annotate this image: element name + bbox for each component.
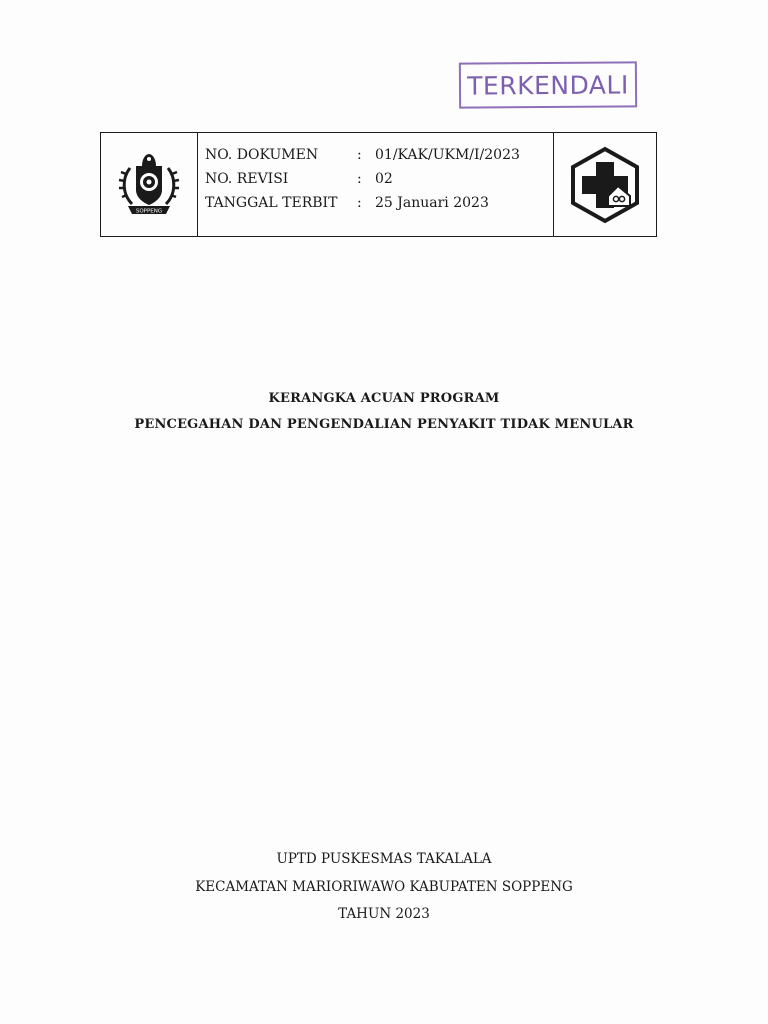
document-footer xyxy=(0,846,768,929)
issue-date-label: TANGGAL TERBIT xyxy=(205,195,338,211)
document-title xyxy=(0,386,768,438)
separator: : xyxy=(357,195,362,211)
document-number-label: NO. DOKUMEN xyxy=(205,147,319,163)
separator: : xyxy=(357,171,362,187)
footer-location: KECAMATAN MARIORIWAWO KABUPATEN SOPPENG xyxy=(195,878,573,895)
revision-number-row xyxy=(205,167,553,191)
document-number-row xyxy=(205,143,553,167)
title-line-1: KERANGKA ACUAN PROGRAM xyxy=(268,391,500,406)
stamp-text: TERKENDALI xyxy=(467,69,629,101)
header-left-logo-cell xyxy=(101,133,198,236)
document-header-table xyxy=(100,132,657,237)
issue-date-value: 25 Januari 2023 xyxy=(375,195,489,211)
puskesmas-logo-icon xyxy=(566,146,644,224)
revision-number-value: 02 xyxy=(375,171,393,187)
title-line-2: PENCEGAHAN DAN PENGENDALIAN PENYAKIT TIDAK MENULAR xyxy=(134,417,634,432)
soppeng-regency-emblem-icon xyxy=(116,150,182,220)
document-number-value: 01/KAK/UKM/I/2023 xyxy=(375,147,520,163)
separator: : xyxy=(357,147,362,163)
issue-date-row xyxy=(205,191,553,215)
document-info-cell xyxy=(198,133,554,236)
emblem-banner-text: SOPPENG xyxy=(135,207,163,214)
revision-number-label: NO. REVISI xyxy=(205,171,289,187)
controlled-stamp xyxy=(459,61,637,108)
footer-institution: UPTD PUSKESMAS TAKALALA xyxy=(276,851,492,867)
footer-year: TAHUN 2023 xyxy=(338,906,430,922)
header-right-logo-cell xyxy=(554,133,656,236)
